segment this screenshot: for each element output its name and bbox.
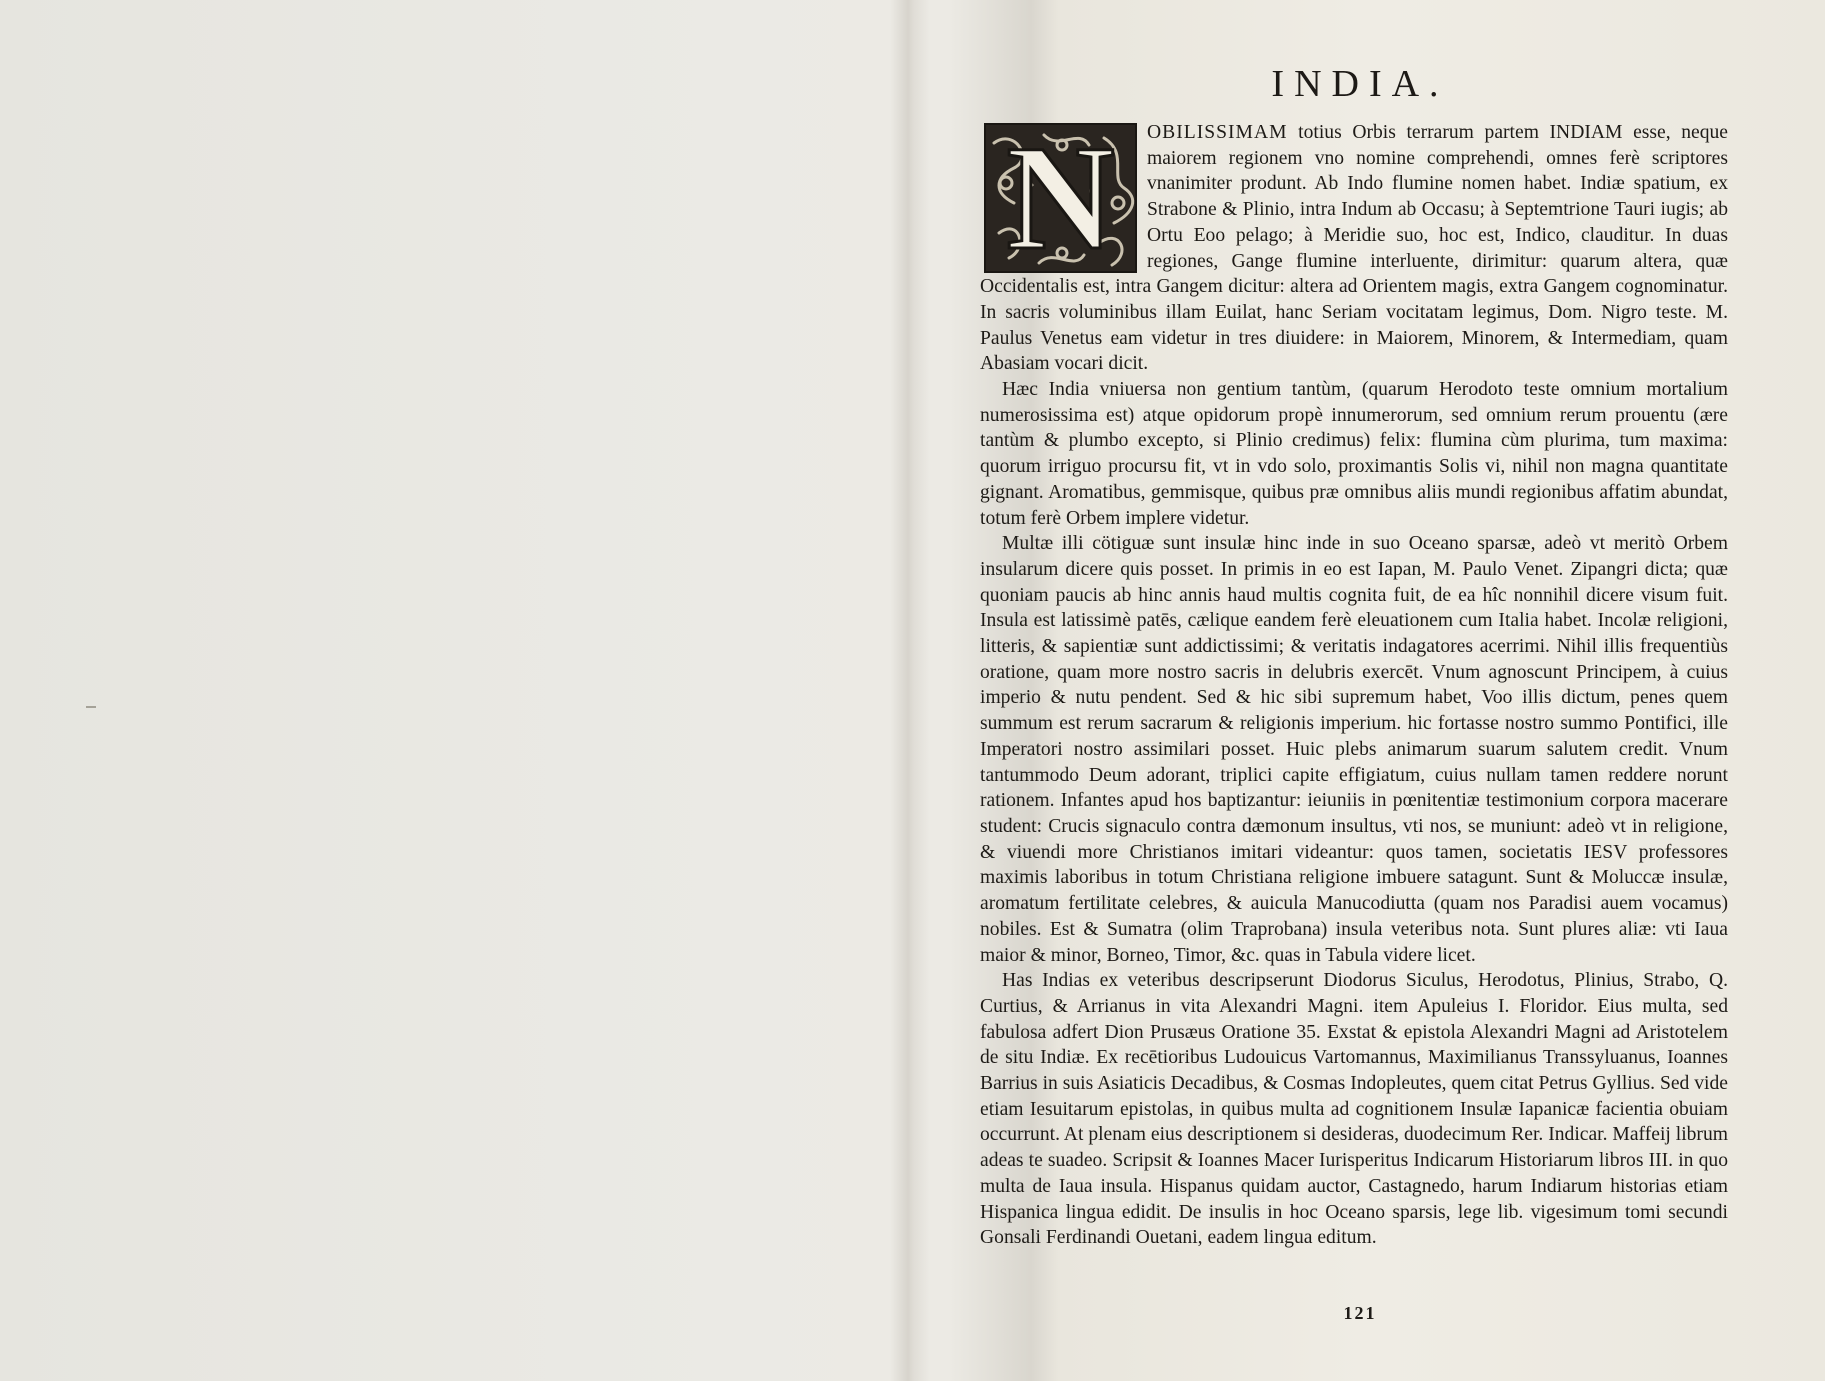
paper-blemish <box>86 706 96 708</box>
paragraph-3: Multæ illi cötiguæ sunt insulæ hinc inde in suo Oceano sparsæ, adeò vt meritò Orbem insularum dicere quis posset. In primis in eo est Iapan, M. Paulo Venet. Zipangri dicta; quæ quoniam paucis ab hinc annis haud multis cognita fuit, de ea hîc nonnihil dicere visum fuit. Insula est latissimè patēs, cælique eandem ferè eleuationem cum Italia habet. Incolæ religioni, litteris, & sapientiæ sunt addictissimi; & veritatis indagatores acerrimi. Nihil illis frequentiùs oratione, quam more nostro sacris in delubris exercēt. Vnum agnoscunt Principem, à cuius imperio & nutu pendent. Sed & hic sibi supremum habet, Voo illis dictum, penes quem summum est rerum sacrarum & religionis imperium. hic fortasse nostro summo Pontifici, ille Imperatori nostro assimilari posset. Huic plebs animarum suarum salutem credit. Vnum tantummodo Deum adorant, triplici capite effigiatum, cuius nullam tamen reddere norunt rationem. Infantes apud hos baptizantur: ieiuniis in pœnitentiæ testimonium corpora macerare student: Crucis signaculo contra dæmonum insultus, vti nos, se muniunt: adeò vt in religione, & viuendi more Christianos imitari videantur: quos tamen, societatis IESV professores maximis laboribus in totum Christiana religione imbuere satagunt. Sunt & Moluccæ insulæ, aromatum fertilitate celebres, & auicula Manucodiutta (quam nos Paradisi auem vocamus) nobiles. Est & Sumatra (olim Traprobana) insula veteribus nota. Sunt plures aliæ: vti Iaua maior & minor, Borneo, Timor, &c. quas in Tabula videre licet. <box>980 533 1728 966</box>
opening-word: OBILISSIMAM <box>1147 122 1288 143</box>
initial-letter: N <box>1006 115 1115 281</box>
page-title: INDIA. <box>1271 63 1449 105</box>
right-page <box>980 0 1740 1381</box>
paragraph-1 <box>980 115 1728 377</box>
decorated-initial-n <box>984 115 1137 281</box>
paragraph-4: Has Indias ex veteribus descripserunt Diodorus Siculus, Herodotus, Plinius, Strabo, Q. Curtius, & Arrianus in vita Alexandri Magni. item Apuleius I. Floridor. Eius multa, sed fabulosa adfert Dion Prusæus Oratione 35. Exstat & epistola Alexandri Magni ad Aristotelem de situ Indiæ. Ex recētioribus Ludouicus Vartomannus, Maximilianus Transsyluanus, Ioannes Barrius in suis Asiaticis Decadibus, & Cosmas Indopleutes, quem citat Petrus Gyllius. Sed vide etiam Iesuitarum epistolas, in quibus multa ad cognitionem Insulæ Iapanicæ facientia obuiam occurrunt. At plenam eius descriptionem si desideras, duodecimum Rer. Indicar. Maffeij librum adeas te suadeo. Scripsit & Ioannes Macer Iurisperitus Indicarum Historiarum libros III. in quo multa de Iaua insula. Hispanus quidam auctor, Castagnedo, harum Indiarum historias etiam Hispanica lingua edidit. De insulis in hoc Oceano sparsis, lege lib. vigesimum tomi secundi Gonsali Ferdinandi Ouetani, eadem lingua editum. <box>980 970 1728 1249</box>
body-text <box>980 115 1728 1251</box>
page-number: 121 <box>1343 1303 1377 1323</box>
paragraph-1-text: totius Orbis terrarum partem INDIAM esse, neque maiorem regionem vno nomine comprehendi, omnes ferè scriptores vnanimiter produnt. Ab Indo flumine nomen habet. Indiæ spatium, ex Strabone & Plinio, intra Indum ab Occasu; à Septemtrione Tauri iugis; ab Ortu Eoo pelago; à Meridie suo, hoc est, Indico, clauditur. In duas regiones, Gange flumine interluente, dirimitur: quarum altera, quæ Occidentalis est, intra Gangem dicitur: altera ad Orientem magis, extra Gangem cognominatur. In sacris voluminibus illam Euilat, hanc Seriam vocitatam legimus, Dom. Nigro teste. M. Paulus Venetus eam videtur in tres diuidere: in Maiorem, Minorem, & Intermediam, quam Abasiam vocari dicit. <box>980 122 1728 375</box>
book-gutter <box>890 0 930 1381</box>
paragraph-2: Hæc India vniuersa non gentium tantùm, (quarum Herodoto teste omnium mortalium numerosissima est) atque opidorum propè innumerorum, sed omnium rerum prouentu (ære tantùm & plumbo excepto, si Plinio credimus) felix: flumina cùm plurima, tum maxima: quorum irriguo procursu fit, vt in vdo solo, proximantis Solis vi, nihil non magna quantitate gignant. Aromatibus, gemmisque, quibus præ omnibus aliis mundi regionibus affatim abundat, totum ferè Orbem implere videtur. <box>980 379 1728 529</box>
